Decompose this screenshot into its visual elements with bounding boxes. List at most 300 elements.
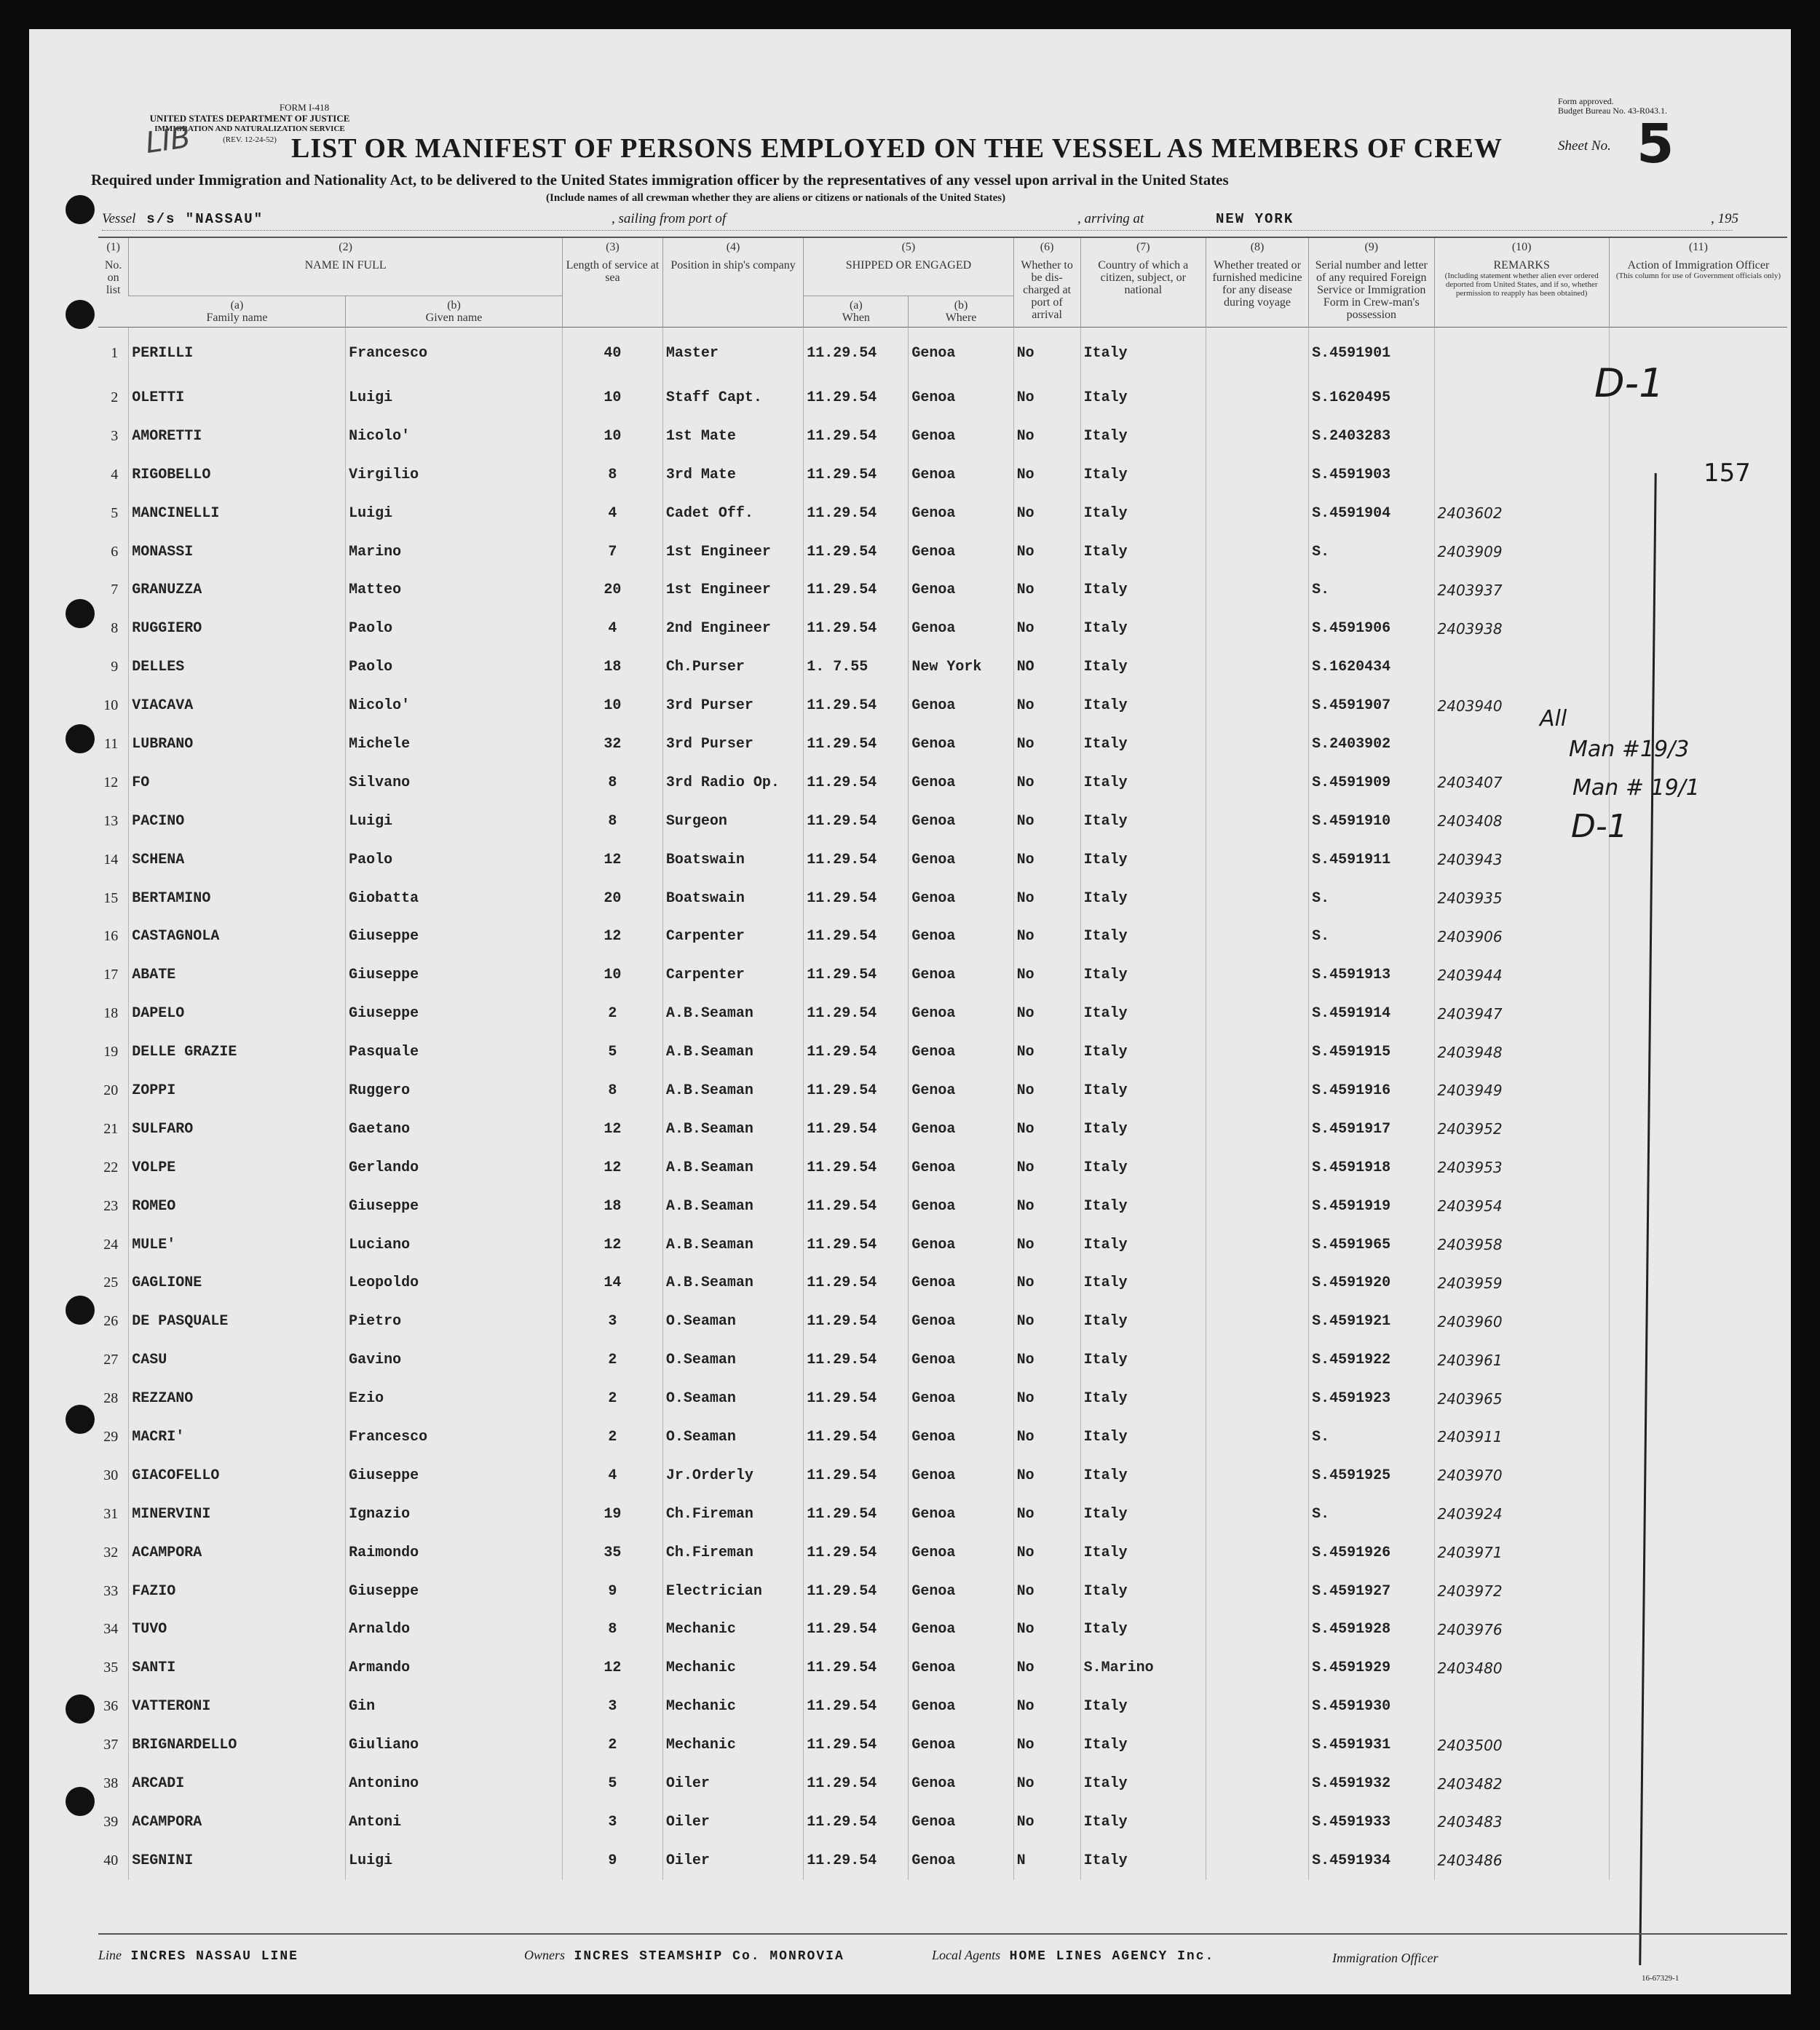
sheet-number: 5 xyxy=(1637,113,1674,175)
treated xyxy=(1206,1456,1309,1495)
ship-position: Oiler xyxy=(662,1803,803,1841)
row-number: 12 xyxy=(103,774,119,790)
shipped-where: Genoa xyxy=(909,1841,1013,1880)
treated xyxy=(1206,1611,1309,1649)
family-name: ZOPPI xyxy=(129,1071,346,1110)
serial-number: S.4591910 xyxy=(1309,802,1434,841)
row-number: 38 xyxy=(103,1775,119,1791)
family-name: BRIGNARDELLO xyxy=(129,1726,346,1764)
service-length: 32 xyxy=(562,725,662,764)
row-number: 37 xyxy=(103,1737,119,1753)
shipped-where: Genoa xyxy=(909,1149,1013,1187)
family-name: FO xyxy=(129,764,346,802)
shipped-when: 11.29.54 xyxy=(804,417,909,456)
given-letter: (b) xyxy=(447,299,461,312)
discharged: No xyxy=(1013,725,1080,764)
discharged: No xyxy=(1013,1187,1080,1226)
country: Italy xyxy=(1080,1264,1206,1302)
discharged: No xyxy=(1013,994,1080,1033)
given-name: Paolo xyxy=(346,609,563,648)
family-name: RIGOBELLO xyxy=(129,456,346,494)
vessel-name: s/s "NASSAU" xyxy=(146,211,264,227)
country: Italy xyxy=(1080,1611,1206,1649)
family-name: VOLPE xyxy=(129,1149,346,1187)
ship-position: 3rd Mate xyxy=(662,456,803,494)
row-number: 18 xyxy=(103,1005,119,1022)
family-name: AMORETTI xyxy=(129,417,346,456)
service-length: 5 xyxy=(562,1033,662,1071)
col-num: (9) xyxy=(1309,237,1434,256)
serial-number: S.4591933 xyxy=(1309,1803,1434,1841)
family-name: VIACAVA xyxy=(129,686,346,725)
table-row xyxy=(98,1803,1787,1841)
action-cell xyxy=(1609,1071,1787,1110)
shipped-when: 11.29.54 xyxy=(804,1841,909,1880)
shipped-where: Genoa xyxy=(909,1611,1013,1649)
row-number: 17 xyxy=(103,967,119,983)
table-row xyxy=(98,917,1787,956)
ship-position: 1st Engineer xyxy=(662,571,803,609)
when-letter: (a) xyxy=(849,299,863,312)
treated xyxy=(1206,956,1309,994)
service-length: 3 xyxy=(562,1803,662,1841)
treated xyxy=(1206,417,1309,456)
treated xyxy=(1206,764,1309,802)
given-name: Pietro xyxy=(346,1302,563,1341)
discharged: NO xyxy=(1013,648,1080,686)
action-man-2: Man # 19/1 xyxy=(1572,775,1700,801)
given-name: Francesco xyxy=(346,328,563,379)
ship-position: Cadet Off. xyxy=(662,494,803,533)
service-length: 2 xyxy=(562,1341,662,1379)
action-cell xyxy=(1609,1226,1787,1264)
discharged: No xyxy=(1013,1110,1080,1149)
country: Italy xyxy=(1080,494,1206,533)
service-length: 10 xyxy=(562,686,662,725)
service-length: 35 xyxy=(562,1534,662,1572)
row-number: 21 xyxy=(103,1120,119,1137)
action-d1-top: D-1 xyxy=(1594,360,1664,406)
given-name: Nicolo' xyxy=(346,686,563,725)
shipped-when: 11.29.54 xyxy=(804,1110,909,1149)
header-treated: Whether treated or furnished medicine for any disease during voyage xyxy=(1206,256,1309,328)
row-number: 8 xyxy=(111,620,119,637)
row-number: 34 xyxy=(103,1621,119,1638)
remark: 2403960 xyxy=(1434,1302,1609,1341)
table-row xyxy=(98,686,1787,725)
discharged: No xyxy=(1013,1264,1080,1302)
shipped-when: 11.29.54 xyxy=(804,764,909,802)
row-number: 7 xyxy=(111,582,119,598)
treated xyxy=(1206,841,1309,879)
table-row xyxy=(98,328,1787,379)
country: Italy xyxy=(1080,917,1206,956)
family-name: SCHENA xyxy=(129,841,346,879)
shipped-when: 11.29.54 xyxy=(804,456,909,494)
table-row xyxy=(98,417,1787,456)
discharged: No xyxy=(1013,764,1080,802)
family-name: MINERVINI xyxy=(129,1495,346,1534)
given-name: Virgilio xyxy=(346,456,563,494)
agents-label: Local Agents xyxy=(932,1948,1001,1962)
table-row xyxy=(98,1379,1787,1418)
given-name: Silvano xyxy=(346,764,563,802)
remark: 2403943 xyxy=(1434,841,1609,879)
agency-name: UNITED STATES DEPARTMENT OF JUSTICE xyxy=(149,113,350,124)
remark: 2403480 xyxy=(1434,1649,1609,1687)
given-name: Gavino xyxy=(346,1341,563,1379)
shipped-where: Genoa xyxy=(909,328,1013,379)
shipped-where: Genoa xyxy=(909,494,1013,533)
shipped-when: 11.29.54 xyxy=(804,1456,909,1495)
shipped-when: 11.29.54 xyxy=(804,571,909,609)
family-name: LUBRANO xyxy=(129,725,346,764)
action-cell xyxy=(1609,1495,1787,1534)
country: Italy xyxy=(1080,1379,1206,1418)
row-number: 9 xyxy=(111,659,119,675)
ship-position: A.B.Seaman xyxy=(662,1149,803,1187)
footer-line xyxy=(98,1948,298,1964)
discharged: No xyxy=(1013,378,1080,417)
action-cell xyxy=(1609,802,1787,841)
serial-number: S.4591911 xyxy=(1309,841,1434,879)
treated xyxy=(1206,994,1309,1033)
ship-position: Jr.Orderly xyxy=(662,1456,803,1495)
column-number-row xyxy=(98,237,1787,256)
service-length: 9 xyxy=(562,1572,662,1611)
handwritten-mark: LIB xyxy=(143,120,193,161)
action-cell xyxy=(1609,571,1787,609)
shipped-when: 11.29.54 xyxy=(804,686,909,725)
family-name: DAPELO xyxy=(129,994,346,1033)
remark xyxy=(1434,417,1609,456)
shipped-where: Genoa xyxy=(909,1534,1013,1572)
treated xyxy=(1206,1149,1309,1187)
country: Italy xyxy=(1080,609,1206,648)
country: Italy xyxy=(1080,1149,1206,1187)
discharged: No xyxy=(1013,1687,1080,1726)
treated xyxy=(1206,1187,1309,1226)
country: Italy xyxy=(1080,1226,1206,1264)
serial-number: S.2403283 xyxy=(1309,417,1434,456)
service-length: 8 xyxy=(562,1071,662,1110)
treated xyxy=(1206,1302,1309,1341)
remarks-title: REMARKS xyxy=(1493,259,1550,271)
row-number: 6 xyxy=(111,543,119,560)
family-name: DE PASQUALE xyxy=(129,1302,346,1341)
serial-number: S.4591913 xyxy=(1309,956,1434,994)
col-num: (6) xyxy=(1013,237,1080,256)
immigration-officer-label: Immigration Officer xyxy=(1332,1951,1439,1965)
row-number: 15 xyxy=(103,889,119,906)
remark xyxy=(1434,648,1609,686)
shipped-when: 11.29.54 xyxy=(804,1649,909,1687)
table-row xyxy=(98,1149,1787,1187)
header-length: Length of service at sea xyxy=(562,256,662,328)
col-num: (11) xyxy=(1609,237,1787,256)
discharged: No xyxy=(1013,956,1080,994)
shipped-where: Genoa xyxy=(909,1803,1013,1841)
treated xyxy=(1206,533,1309,571)
family-name: ABATE xyxy=(129,956,346,994)
family-name: CASU xyxy=(129,1341,346,1379)
treated xyxy=(1206,648,1309,686)
sailing-label: , sailing from port of xyxy=(612,211,727,226)
shipped-where: Genoa xyxy=(909,1495,1013,1534)
serial-number: S.4591907 xyxy=(1309,686,1434,725)
table-row xyxy=(98,1687,1787,1726)
remark: 2403407 xyxy=(1434,764,1609,802)
serial-number: S.4591922 xyxy=(1309,1341,1434,1379)
shipped-when: 11.29.54 xyxy=(804,1149,909,1187)
family-name: ACAMPORA xyxy=(129,1534,346,1572)
row-number: 29 xyxy=(103,1428,119,1445)
shipped-when: 11.29.54 xyxy=(804,1379,909,1418)
ship-position: Carpenter xyxy=(662,917,803,956)
shipped-where: Genoa xyxy=(909,456,1013,494)
country: Italy xyxy=(1080,571,1206,609)
form-number: FORM I-418 xyxy=(279,102,330,113)
discharged: No xyxy=(1013,1341,1080,1379)
serial-number: S.4591906 xyxy=(1309,609,1434,648)
treated xyxy=(1206,802,1309,841)
header-given-name xyxy=(346,296,563,328)
family-name: REZZANO xyxy=(129,1379,346,1418)
row-number: 4 xyxy=(111,466,119,483)
family-name: SULFARO xyxy=(129,1110,346,1149)
where-label: Where xyxy=(945,312,977,324)
given-name: Nicolo' xyxy=(346,417,563,456)
table-row xyxy=(98,956,1787,994)
family-name: PERILLI xyxy=(129,328,346,379)
action-cell xyxy=(1609,1456,1787,1495)
given-name: Pasquale xyxy=(346,1033,563,1071)
serial-number: S. xyxy=(1309,879,1434,918)
shipped-when: 11.29.54 xyxy=(804,917,909,956)
shipped-when: 11.29.54 xyxy=(804,1071,909,1110)
footer-rule xyxy=(98,1933,1787,1935)
discharged: No xyxy=(1013,1418,1080,1456)
serial-number: S.4591918 xyxy=(1309,1149,1434,1187)
agents-value: HOME LINES AGENCY Inc. xyxy=(1009,1949,1215,1964)
country: Italy xyxy=(1080,456,1206,494)
remark xyxy=(1434,328,1609,379)
header-where xyxy=(909,296,1013,328)
remark: 2403408 xyxy=(1434,802,1609,841)
remark: 2403937 xyxy=(1434,571,1609,609)
remark: 2403958 xyxy=(1434,1226,1609,1264)
ship-position: Mechanic xyxy=(662,1687,803,1726)
table-row xyxy=(98,1071,1787,1110)
family-name: ROMEO xyxy=(129,1187,346,1226)
punch-hole xyxy=(66,599,95,628)
country: Italy xyxy=(1080,1033,1206,1071)
country: Italy xyxy=(1080,328,1206,379)
row-number: 40 xyxy=(103,1852,119,1868)
table-row xyxy=(98,994,1787,1033)
row-number: 39 xyxy=(103,1813,119,1830)
ship-position: Boatswain xyxy=(662,841,803,879)
footer-agents xyxy=(932,1948,1214,1964)
treated xyxy=(1206,1726,1309,1764)
country: Italy xyxy=(1080,1726,1206,1764)
shipped-when: 11.29.54 xyxy=(804,994,909,1033)
table-row xyxy=(98,648,1787,686)
table-row xyxy=(98,1226,1787,1264)
row-number: 19 xyxy=(103,1044,119,1060)
given-name: Giuseppe xyxy=(346,956,563,994)
remark: 2403954 xyxy=(1434,1187,1609,1226)
country: S.Marino xyxy=(1080,1649,1206,1687)
family-name: OLETTI xyxy=(129,378,346,417)
discharged: No xyxy=(1013,841,1080,879)
action-cell xyxy=(1609,1418,1787,1456)
discharged: No xyxy=(1013,879,1080,918)
discharged: No xyxy=(1013,571,1080,609)
header-no-on-list: No. on list xyxy=(104,259,122,296)
shipped-where: Genoa xyxy=(909,1379,1013,1418)
shipped-when: 11.29.54 xyxy=(804,1726,909,1764)
treated xyxy=(1206,456,1309,494)
row-number: 22 xyxy=(103,1159,119,1175)
shipped-when: 11.29.54 xyxy=(804,1611,909,1649)
table-row xyxy=(98,1841,1787,1880)
given-name: Paolo xyxy=(346,841,563,879)
treated xyxy=(1206,609,1309,648)
country: Italy xyxy=(1080,1456,1206,1495)
table-row xyxy=(98,1534,1787,1572)
shipped-where: Genoa xyxy=(909,1341,1013,1379)
treated xyxy=(1206,1264,1309,1302)
arriving-port: NEW YORK xyxy=(1216,211,1294,227)
form-approved: Form approved. xyxy=(1558,96,1614,106)
serial-number: S.4591932 xyxy=(1309,1764,1434,1803)
serial-number: S.4591927 xyxy=(1309,1572,1434,1611)
action-cell xyxy=(1609,648,1787,686)
action-cell xyxy=(1609,1649,1787,1687)
family-name: FAZIO xyxy=(129,1572,346,1611)
ship-position: Carpenter xyxy=(662,956,803,994)
remark: 2403911 xyxy=(1434,1418,1609,1456)
remark: 2403483 xyxy=(1434,1803,1609,1841)
treated xyxy=(1206,879,1309,918)
serial-number: S.4591909 xyxy=(1309,764,1434,802)
service-length: 8 xyxy=(562,802,662,841)
given-name: Paolo xyxy=(346,648,563,686)
action-title: Action of Immigration Officer xyxy=(1627,259,1770,271)
serial-number: S.4591929 xyxy=(1309,1649,1434,1687)
action-cell xyxy=(1609,494,1787,533)
shipped-where: Genoa xyxy=(909,378,1013,417)
remark: 2403940 xyxy=(1434,686,1609,725)
action-cell xyxy=(1609,1149,1787,1187)
remark: 2403947 xyxy=(1434,994,1609,1033)
punch-hole xyxy=(66,1405,95,1434)
shipped-when: 11.29.54 xyxy=(804,1534,909,1572)
treated xyxy=(1206,1803,1309,1841)
country: Italy xyxy=(1080,841,1206,879)
ship-position: Staff Capt. xyxy=(662,378,803,417)
service-length: 9 xyxy=(562,1841,662,1880)
row-number: 23 xyxy=(103,1197,119,1214)
action-man-1: Man #19/3 xyxy=(1569,737,1690,762)
serial-number: S.4591930 xyxy=(1309,1687,1434,1726)
shipped-where: Genoa xyxy=(909,1726,1013,1764)
service-length: 19 xyxy=(562,1495,662,1534)
serial-number: S.4591921 xyxy=(1309,1302,1434,1341)
service-length: 8 xyxy=(562,456,662,494)
action-note: (This column for use of Government officials only) xyxy=(1615,271,1781,280)
table-row xyxy=(98,1649,1787,1687)
owners-label: Owners xyxy=(524,1948,566,1962)
shipped-where: Genoa xyxy=(909,1418,1013,1456)
country: Italy xyxy=(1080,1841,1206,1880)
shipped-when: 11.29.54 xyxy=(804,378,909,417)
year-label: , 195 xyxy=(1711,211,1738,226)
remark: 2403482 xyxy=(1434,1764,1609,1803)
discharged: No xyxy=(1013,1803,1080,1841)
col-num: (5) xyxy=(804,237,1013,256)
shipped-when: 11.29.54 xyxy=(804,1033,909,1071)
column-header-row xyxy=(98,256,1787,296)
row-number: 36 xyxy=(103,1698,119,1715)
treated xyxy=(1206,1572,1309,1611)
service-length: 20 xyxy=(562,571,662,609)
table-row xyxy=(98,1495,1787,1534)
header-shipped: SHIPPED OR ENGAGED xyxy=(804,256,1013,296)
given-name: Raimondo xyxy=(346,1534,563,1572)
row-number: 31 xyxy=(103,1505,119,1522)
country: Italy xyxy=(1080,1764,1206,1803)
given-name: Giuseppe xyxy=(346,1456,563,1495)
service-length: 3 xyxy=(562,1687,662,1726)
discharged: No xyxy=(1013,1764,1080,1803)
serial-number: S. xyxy=(1309,1418,1434,1456)
service-length: 2 xyxy=(562,1379,662,1418)
table-row xyxy=(98,1611,1787,1649)
treated xyxy=(1206,1495,1309,1534)
serial-number: S.4591934 xyxy=(1309,1841,1434,1880)
treated xyxy=(1206,725,1309,764)
serial-number: S.4591916 xyxy=(1309,1071,1434,1110)
header-when xyxy=(804,296,909,328)
country: Italy xyxy=(1080,1187,1206,1226)
treated xyxy=(1206,1687,1309,1726)
ship-position: 2nd Engineer xyxy=(662,609,803,648)
country: Italy xyxy=(1080,1071,1206,1110)
remark: 2403500 xyxy=(1434,1726,1609,1764)
ship-position: A.B.Seaman xyxy=(662,1033,803,1071)
action-cell xyxy=(1609,1687,1787,1726)
family-name: VATTERONI xyxy=(129,1687,346,1726)
family-name: MACRI' xyxy=(129,1418,346,1456)
discharged: No xyxy=(1013,456,1080,494)
treated xyxy=(1206,571,1309,609)
remark: 2403965 xyxy=(1434,1379,1609,1418)
col-num: (2) xyxy=(129,237,563,256)
remark: 2403976 xyxy=(1434,1611,1609,1649)
action-cell xyxy=(1609,1841,1787,1880)
shipped-where: New York xyxy=(909,648,1013,686)
country: Italy xyxy=(1080,725,1206,764)
shipped-where: Genoa xyxy=(909,764,1013,802)
crew-table xyxy=(98,237,1787,1880)
ship-position: 1st Engineer xyxy=(662,533,803,571)
col-num: (3) xyxy=(562,237,662,256)
given-name: Arnaldo xyxy=(346,1611,563,1649)
col-num: (1) xyxy=(98,237,129,256)
include-note: (Include names of all crewman whether they are aliens or citizens or nationals of the United States) xyxy=(546,192,1006,204)
